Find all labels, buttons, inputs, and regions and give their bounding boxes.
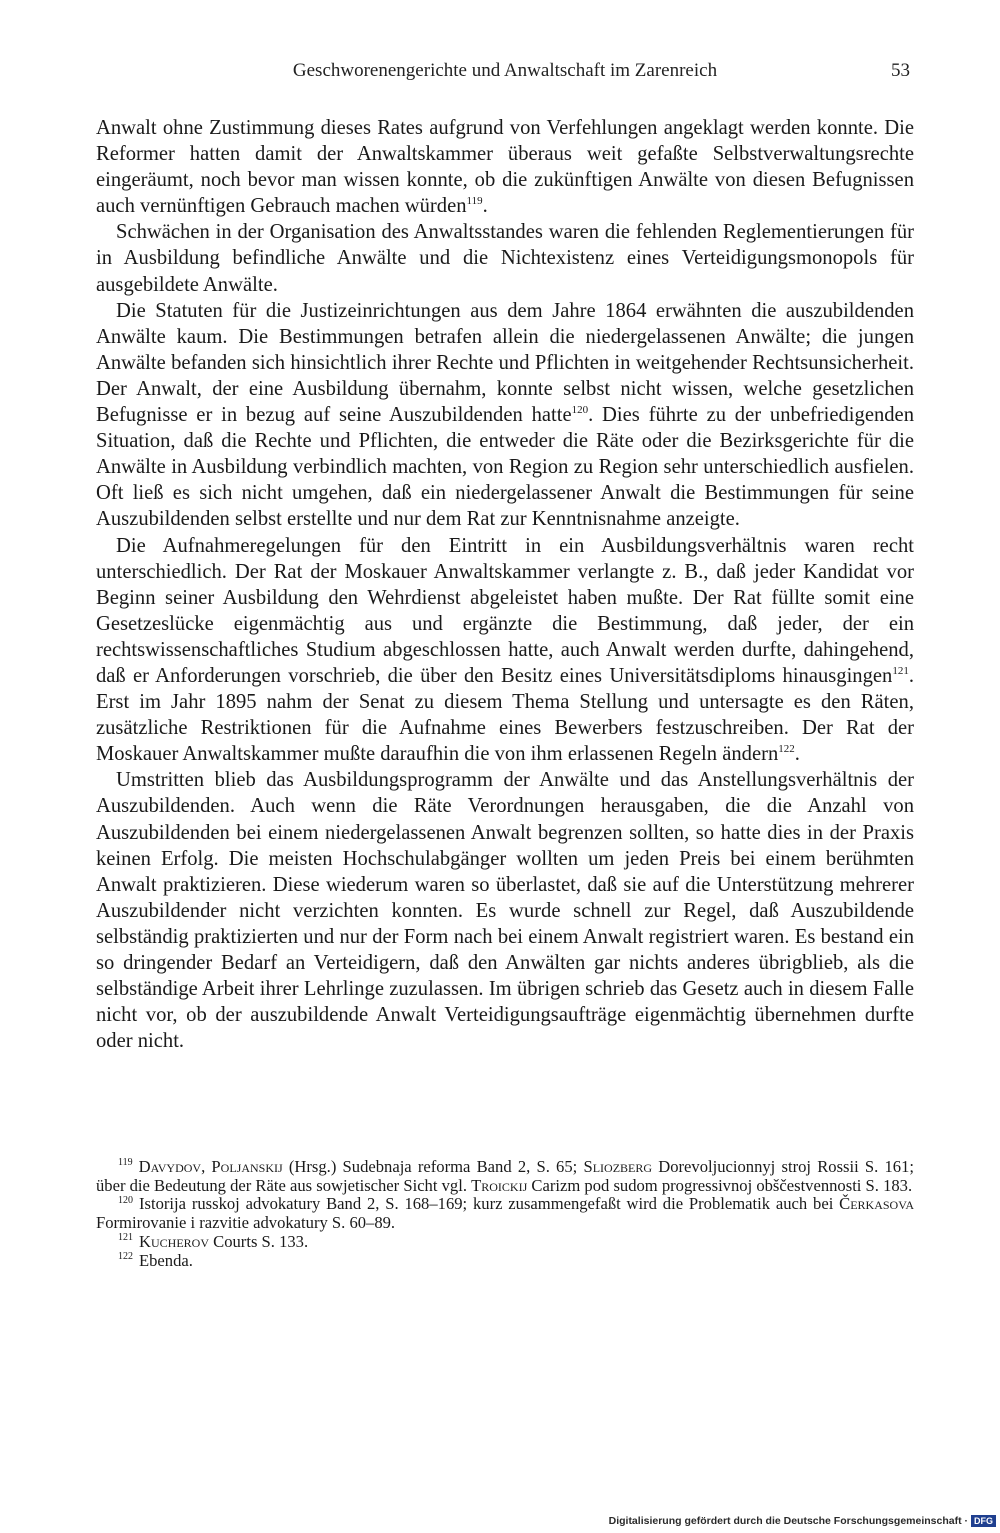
dfg-logo: DFG [971,1515,996,1527]
footnote-number: 119 [118,1157,133,1169]
author-name: Davydov, Poljanskij [138,1157,283,1176]
paragraph [96,533,914,768]
page-number: 53 [891,60,910,81]
paragraph-text: . Dies führte zu der unbefriedigenden Situation, daß die Rechte und Pflichten, die entweder die Räte oder die Bezirksgerichte für die Anwälte in Ausbildung verbindlich machten, von Region zu Region sehr unterschiedlich ausfielen. Oft ließ es sich nicht umgehen, daß ein niedergelassener Anwalt die Bestimmungen für seine Auszubildenden selbst erstellte und nur dem Rat zur Kenntnisnahme anzeigte. [96,404,914,531]
paragraph [96,115,914,219]
footnote [96,1233,914,1252]
paragraph-text: Schwächen in der Organisation des Anwaltsstandes waren die fehlenden Reglementierungen für in Ausbildung befindliche Anwälte und die Nichtexistenz eines Verteidigungsmonopols für ausgebildete Anwälte. [96,221,914,296]
footnotes [96,1158,914,1270]
footnote [96,1195,914,1232]
paragraph-text: . [482,195,488,218]
footnote-text: Istorija russkoj advokatury Band 2, S. 168–169; kurz zusammengefaßt wird die Problematik auch bei [139,1194,840,1214]
page-header [96,58,914,88]
funding-notice [609,1515,996,1527]
paragraph-text: Die Aufnahmeregelungen für den Eintritt in ein Ausbildungsverhältnis waren recht unterschiedlich. Der Rat der Moskauer Anwaltskammer verlangte z. B., daß jeder Kandidat vor Beginn seiner Ausbildung den Wehrdienst abgeleistet haben mußte. Der Rat füllte somit eine Gesetzeslücke eigenmächtig aus und ergänzte die Bestimmung, daß jeder, der ein rechtswissenschaftliches Studium abgeschlossen hatte, auch Anwalt werden durfte, dahingehend, daß er Anforderungen vorschrieb, die über den Besitz eines Universitätsdiploms hinausgingen [96,534,914,687]
footnote-ref: 119 [466,195,483,208]
footnote-text: Ebenda. [139,1250,193,1270]
paragraph-text: Umstritten blieb das Ausbildungsprogramm der Anwälte und das Anstellungsverhältnis der Auszubildenden. Auch wenn die Räte Verordnungen herausgaben, die die Anzahl von Auszubildenden bei einem niedergelassenen Anwalt begrenzen sollten, so hatte dies in der Praxis keinen Erfolg. Die meisten Hochschulabgänger wollten um jeden Preis bei einem berühmten Anwalt praktizieren. Diese wiederum waren so überlastet, daß sie auf die Unterstützung mehrerer Auszubildender nicht verzichten konnten. Es wurde schnell zur Regel, daß Auszubildende selbständig praktizierten und nur der Form nach bei einem Anwalt registriert waren. Es bestand ein so dringender Bedarf an Verteidigern, daß den Anwälten gar nichts anderes übrigblieb, als die selbständige Arbeit ihrer Lehrlinge zuzulassen. Im übrigen schrieb das Gesetz auch in diesem Falle nicht vor, ob der auszubildende Anwalt Verteidigungsaufträge eigenmächtig übernehmen durfte oder nicht. [96,769,914,1053]
footnote-ref: 120 [571,404,589,417]
footnote-ref: 121 [892,665,909,678]
footnote-text: Carizm pod sudom progressivnoj obščestvennosti S. 183. [527,1175,913,1195]
footnote-text: (Hrsg.) Sudebnaja reforma Band 2, S. 65; [282,1157,584,1176]
main-text [96,115,914,1054]
author-name: Sliozberg [583,1157,653,1176]
paragraph-text: . Erst im Jahr 1895 nahm der Senat zu diesem Thema Stellung und untersagte es den Räten, zusätzliche Restriktionen für die Aufnahme eines Bewerbers festzuschreiben. Der Rat der Moskauer Anwaltskammer mußte daraufhin die von ihm erlassenen Regeln ändern [96,664,914,766]
author-name: Kucherov [139,1231,209,1251]
footnote-text: Courts S. 133. [209,1231,309,1251]
paragraph [96,767,914,1054]
footnote-number: 120 [118,1194,133,1206]
paragraph [96,298,914,533]
funding-text: Digitalisierung gefördert durch die Deutsche Forschungsgemeinschaft · [608,1515,968,1527]
author-name: Čerkasova [839,1194,914,1214]
paragraph-text: . [794,743,800,766]
footnote [96,1252,914,1271]
author-name: Troickij [471,1175,528,1195]
footnote-number: 121 [118,1232,133,1244]
running-title: Geschworenengerichte und Anwaltschaft im Zarenreich [292,60,718,81]
paragraph-text: Die Statuten für die Justizeinrichtungen aus dem Jahre 1864 erwähnten die auszubildenden Anwälte kaum. Die Bestimmungen betrafen allein die niedergelassenen Anwälte; die jungen Anwälte befanden sich hinsichtlich ihrer Rechte und Pflichten in weitgehender Rechtsunsicherheit. Der Anwalt, der eine Ausbildung übernahm, konnte selbst nicht wissen, welche gesetzlichen Befugnisse er in bezug auf seine Auszubildenden hatte [96,299,914,427]
footnote-text: Dorevoljucionnyj stroj Rossii S. 161; über die Bedeutung der Räte aus sowjetischer Sicht vgl. [96,1157,914,1195]
footnote-ref: 122 [778,743,795,756]
footnote-number: 122 [118,1250,133,1262]
footnote [96,1158,914,1195]
paragraph-text: Anwalt ohne Zustimmung dieses Rates aufgrund von Verfehlungen angeklagt werden konnte. Die Reformer hatten damit der Anwaltskammer überaus weit gefaßte Selbstverwaltungsrechte eingeräumt, noch bevor man wissen konnte, ob die zukünftigen Anwälte von diesen Befugnissen auch vernünftigen Gebrauch machen würden [96,117,914,218]
paragraph [96,219,914,297]
footnote-text: Formirovanie i razvitie advokatury S. 60–89. [96,1213,396,1233]
